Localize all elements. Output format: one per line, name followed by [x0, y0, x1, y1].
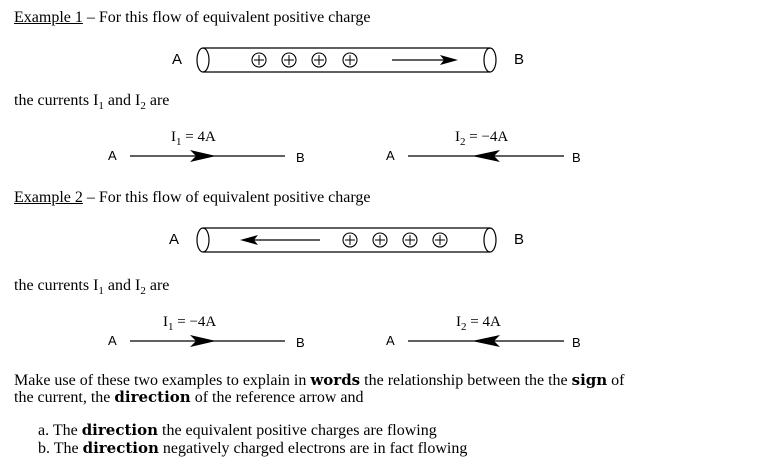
keyword-words: words — [310, 371, 361, 389]
question-text: the current, the — [14, 389, 115, 406]
example1-heading-label: Example 1 — [14, 9, 83, 26]
question-line-2 — [14, 388, 364, 407]
positive-charge-icon — [252, 53, 266, 67]
example2-heading-text: – For this flow of equivalent positive charge — [82, 189, 371, 206]
positive-charge-icon — [343, 53, 357, 67]
example1-heading — [14, 9, 371, 27]
intro-text: the currents I — [14, 277, 99, 294]
i2-value: = −4A — [465, 129, 509, 145]
example2-conductor — [190, 222, 520, 262]
positive-charge-icon — [282, 53, 296, 67]
example2-positive-charges — [343, 233, 447, 247]
example1-i1-reference-arrow-icon — [130, 148, 290, 164]
example1-flow-arrow-icon — [392, 55, 458, 65]
question-text: Make use of these two examples to explain in — [14, 372, 311, 389]
example1-i2-end-a: A — [386, 148, 395, 163]
question-text: of — [607, 372, 625, 389]
example1-i1-end-b: B — [296, 150, 305, 165]
i1-value: = 4A — [181, 129, 216, 145]
positive-charge-icon — [312, 53, 326, 67]
example2-flow-arrow-icon — [240, 235, 320, 245]
question-text: the relationship between the the — [360, 372, 572, 389]
example2-end-b: B — [514, 231, 525, 248]
keyword-sign: sign — [571, 371, 608, 389]
i1-sub: 1 — [176, 136, 182, 148]
keyword-direction: direction — [114, 388, 191, 406]
question-item-b — [38, 439, 467, 458]
i1-symbol: I — [163, 314, 168, 330]
example1-i2-end-b: B — [572, 150, 581, 165]
intro-sub: 1 — [98, 100, 104, 113]
example2-end-a: A — [169, 231, 180, 248]
example1-end-b: B — [514, 51, 525, 68]
keyword-direction: direction — [81, 421, 158, 439]
item-b-prefix: b. The — [38, 440, 83, 457]
example2-i1-end-a: A — [108, 333, 117, 348]
intro-text: and I — [103, 277, 141, 294]
example2-i1-reference-arrow-icon — [130, 333, 290, 349]
example1-heading-text: – For this flow of equivalent positive charge — [82, 9, 371, 26]
example2-i2-end-a: A — [386, 333, 395, 348]
example1-currents-intro — [14, 92, 169, 115]
i2-symbol: I — [456, 314, 461, 330]
i2-sub: 2 — [460, 136, 466, 148]
example2-i1-end-b: B — [296, 335, 305, 350]
positive-charge-icon — [373, 233, 387, 247]
i2-sub: 2 — [461, 321, 467, 333]
positive-charge-icon — [433, 233, 447, 247]
intro-sub: 2 — [140, 100, 146, 113]
intro-text: the currents I — [14, 92, 99, 109]
question-item-a — [38, 421, 437, 440]
i1-value: = −4A — [173, 314, 217, 330]
positive-charge-icon — [343, 233, 357, 247]
intro-sub: 1 — [98, 285, 104, 298]
item-a-text: the equivalent positive charges are flowing — [158, 422, 437, 439]
i2-value: = 4A — [466, 314, 501, 330]
intro-text: are — [145, 92, 170, 109]
positive-charge-icon — [403, 233, 417, 247]
example2-heading-label: Example 2 — [14, 189, 83, 206]
intro-text: are — [145, 277, 170, 294]
i1-symbol: I — [171, 129, 176, 145]
example2-i2-end-b: B — [572, 335, 581, 350]
item-b-text: negatively charged electrons are in fact flowing — [158, 440, 468, 457]
intro-text: and I — [103, 92, 141, 109]
example1-end-a: A — [172, 51, 183, 68]
question-text: of the reference arrow and — [190, 389, 364, 406]
example1-i2-reference-arrow-icon — [408, 148, 568, 164]
example2-currents-intro — [14, 277, 169, 300]
intro-sub: 2 — [140, 285, 146, 298]
i1-sub: 1 — [168, 321, 174, 333]
example1-conductor — [190, 42, 520, 82]
i2-symbol: I — [455, 129, 460, 145]
example1-i1-end-a: A — [108, 148, 117, 163]
example2-i2-reference-arrow-icon — [408, 333, 568, 349]
example1-positive-charges — [252, 53, 357, 67]
item-a-prefix: a. The — [38, 422, 82, 439]
keyword-direction: direction — [82, 439, 159, 457]
example2-heading — [14, 189, 371, 207]
